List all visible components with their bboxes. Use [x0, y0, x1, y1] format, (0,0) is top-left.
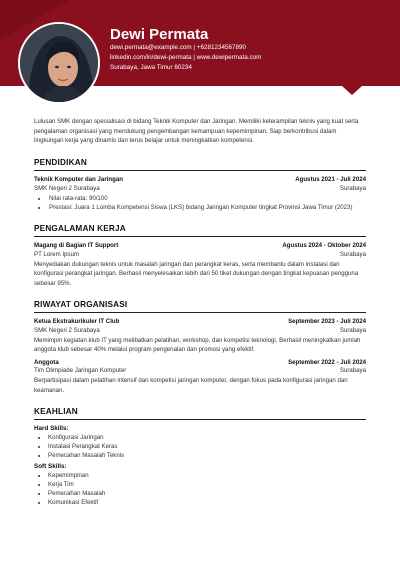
list-item: • Prestasi: Juara 1 Lomba Kompetensi Siswa (LKS) bidang Jaringan Komputer tingkat Provinsi Jawa Timur (2023): [48, 203, 366, 212]
soft-skills-label: Soft Skills:: [34, 463, 67, 470]
list-item: • Pemecahan Masalah: [48, 489, 366, 498]
list-item: • Konfigurasi Jaringan: [48, 433, 366, 442]
entry-location: Surabaya: [339, 367, 366, 375]
section-title: PENGALAMAN KERJA: [34, 224, 366, 237]
candidate-name: Dewi Permata: [110, 26, 209, 43]
org-name: SMK Negeri 2 Surabaya: [34, 326, 100, 334]
soft-skills-list: [34, 471, 366, 507]
entry-location: Surabaya: [339, 184, 366, 192]
resume-header: [0, 0, 400, 110]
program-name: Teknik Komputer dan Jaringan: [34, 175, 123, 183]
hard-skills-label: Hard Skills:: [34, 425, 69, 432]
entry-description: Menyediakan dukungan teknis untuk masalah jaringan dan perangkat keras, serta membantu dalam instalasi dan konfigurasi perangkat jaringan. Berhasil menyelesaikan lebih dari 50 tiket dukungan dengan tingkat kepuasan pengguna sebesar 95%.: [34, 260, 359, 287]
skills-section: [34, 407, 366, 507]
experience-entry: [34, 242, 366, 288]
hard-skills-list: [34, 433, 366, 460]
organization-section: [34, 300, 366, 395]
school-name: SMK Negeri 2 Surabaya: [34, 184, 100, 192]
list-item: • Kepemimpinan: [48, 471, 366, 480]
links-line: linkedin.com/in/dewi-permata | www.dewipermata.com: [110, 54, 262, 61]
list-item: • Nilai rata-rata: 90/100: [48, 194, 366, 203]
entry-dates: September 2022 - Juli 2024: [288, 358, 366, 366]
role-title: Ketua Ekstrakurikuler IT Club: [34, 318, 120, 326]
address-line: Surabaya, Jawa Timur 60234: [110, 64, 192, 71]
role-title: Magang di Bagian IT Support: [34, 242, 119, 250]
entry-description: Berpartisipasi dalam pelatihan intensif dan kompetisi jaringan komputer, dengan fokus pada konfigurasi jaringan dan keamanan.: [34, 377, 348, 394]
education-section: [34, 158, 366, 213]
experience-section: [34, 224, 366, 288]
entry-dates: Agustus 2021 - Juli 2024: [295, 175, 366, 183]
entry-description: Memimpin kegiatan klub IT yang melibatkan pelatihan, workshop, dan kompetisi teknologi. Berhasil meningkatkan jumlah anggota klub sebesar 40% melalui program pengenalan dan promosi yang efektif.: [34, 336, 361, 354]
section-title: RIWAYAT ORGANISASI: [34, 300, 366, 313]
org-name: Tim Olimpiade Jaringan Komputer: [34, 367, 127, 375]
section-title: PENDIDIKAN: [34, 158, 366, 171]
summary-text: Lulusan SMK dengan spesialisasi di bidang Teknik Komputer dan Jaringan. Memiliki keterampilan teknis yang kuat serta pengalaman organisasi yang mendukung pengembangan kemampuan kepemimpinan. Siap berkontribusi dalam lingkungan kerja yang dinamis dan terus belajar untuk meningkatkan kompetensi.: [34, 118, 359, 145]
company-name: PT Lorem Ipsum: [34, 251, 79, 259]
education-bullets: [34, 194, 366, 212]
entry-location: Surabaya: [339, 251, 366, 259]
list-item: • Instalasi Perangkat Keras: [48, 442, 366, 451]
profile-photo: [18, 22, 100, 104]
list-item: • Kerja Tim: [48, 480, 366, 489]
entry-dates: September 2023 - Juli 2024: [288, 318, 366, 326]
contact-line: dewi.permata@example.com | +6281234567890: [110, 44, 246, 51]
list-item: • Komunikasi Efektif: [48, 498, 366, 507]
organization-entry: [34, 318, 366, 354]
role-title: Anggota: [34, 358, 59, 366]
section-title: KEAHLIAN: [34, 407, 366, 420]
entry-location: Surabaya: [339, 326, 366, 334]
entry-dates: Agustus 2024 - Oktober 2024: [282, 242, 366, 250]
resume-body: [34, 117, 366, 510]
list-item: • Pemecahan Masalah Teknis: [48, 451, 366, 460]
organization-entry: [34, 359, 366, 395]
education-entry: [34, 176, 366, 213]
